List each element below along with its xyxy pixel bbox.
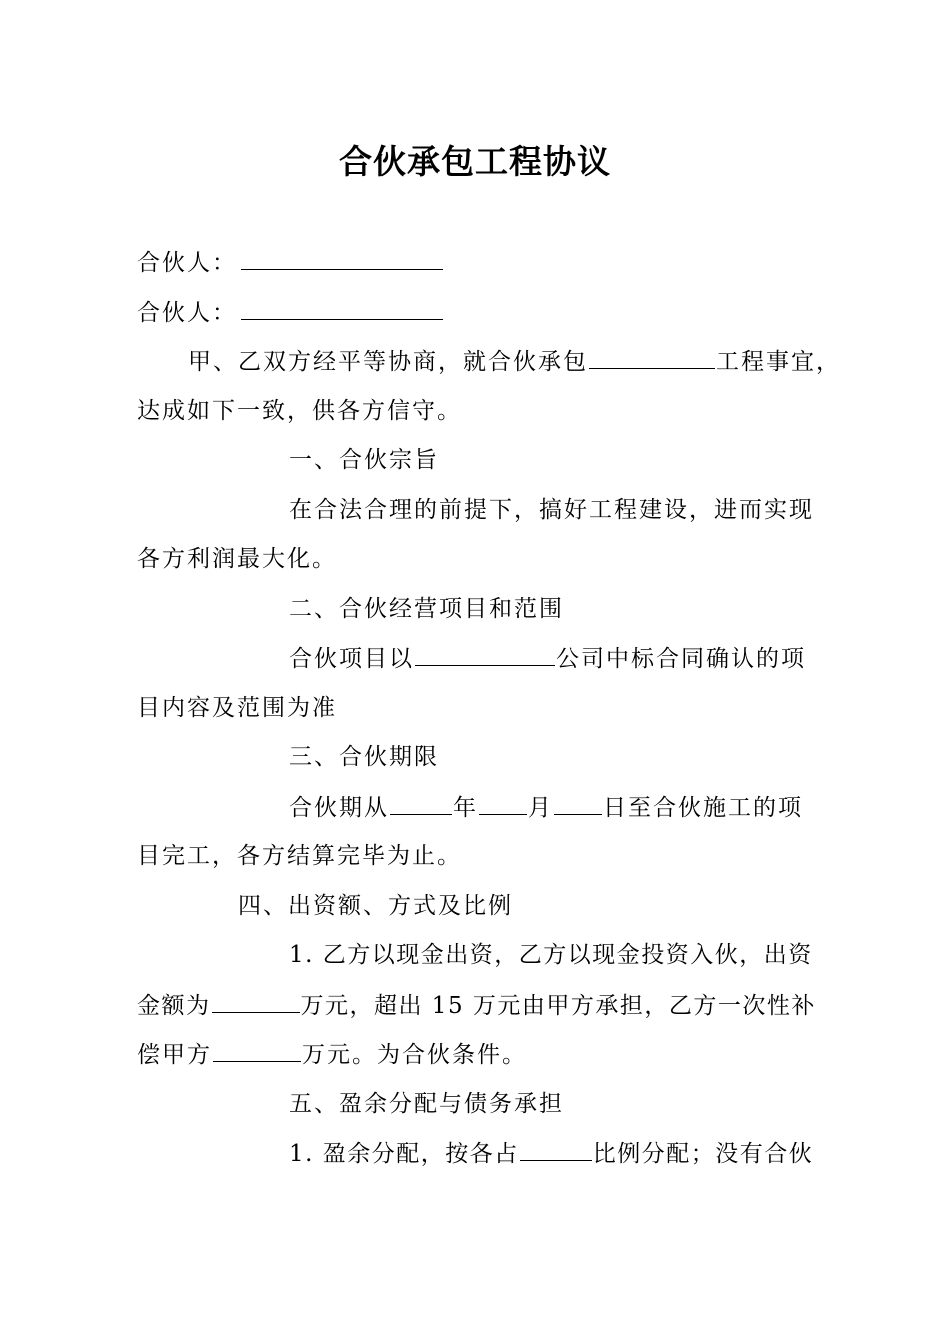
section-text-part: 万元。为合伙条件。: [302, 1042, 527, 1068]
intro-text: 甲、乙双方经平等协商，就合伙承包: [188, 349, 588, 375]
partner-name-blank: [241, 295, 443, 320]
section-text-part: 金额为: [137, 993, 211, 1019]
day-blank: [554, 790, 602, 815]
section-text: [289, 790, 803, 825]
month-blank: [479, 790, 527, 815]
section-text: 目内容及范围为准: [137, 695, 337, 721]
section-text: 在合法合理的前提下，搞好工程建设，进而实现: [289, 497, 814, 523]
intro-line-1: [188, 344, 841, 379]
section-text: 各方利润最大化。: [137, 546, 337, 572]
intro-text: 达成如下一致，供各方信守。: [137, 398, 462, 424]
section-text-part: 1. 盈余分配，按各占: [289, 1141, 519, 1167]
partner-line-1: [137, 245, 444, 280]
section-text-part: 比例分配；没有合伙: [592, 1141, 814, 1167]
section-text: [137, 1037, 527, 1072]
section-text-part: 合伙期从: [289, 795, 389, 821]
section-text: [289, 1136, 813, 1171]
partner-name-blank: [241, 245, 443, 270]
partner-label: 合伙人：: [137, 250, 237, 276]
project-name-blank: [589, 344, 715, 369]
section-heading-2: 二、合伙经营项目和范围: [289, 596, 564, 622]
section-heading-1: 一、合伙宗旨: [289, 447, 439, 473]
section-text-part: 公司中标合同确认的项: [556, 646, 806, 672]
section-heading-3: 三、合伙期限: [289, 744, 439, 770]
ratio-blank: [520, 1136, 592, 1161]
company-name-blank: [415, 641, 555, 666]
section-text-part: 合伙项目以: [289, 646, 414, 672]
year-blank: [390, 790, 452, 815]
section-text-part: 日至合伙施工的项: [603, 795, 803, 821]
section-text: [289, 641, 806, 676]
section-text-part: 万元，超出 15 万元由甲方承担，乙方一次性补: [300, 993, 816, 1019]
section-text: 1. 乙方以现金出资，乙方以现金投资入伙，出资: [289, 942, 813, 968]
section-text-part: 偿甲方: [137, 1042, 212, 1068]
partner-line-2: [137, 295, 444, 330]
intro-line-2: [137, 394, 462, 428]
partner-label: 合伙人：: [137, 300, 237, 326]
document-title: 合伙承包工程协议: [339, 142, 611, 181]
section-heading-4: 四、出资额、方式及比例: [238, 893, 513, 919]
section-text-part: 月: [528, 795, 553, 821]
section-text-part: 年: [453, 795, 478, 821]
compensation-blank: [213, 1037, 301, 1062]
section-heading-5: 五、盈余分配与债务承担: [289, 1091, 564, 1117]
amount-blank: [212, 988, 300, 1013]
section-text: 目完工，各方结算完毕为止。: [137, 843, 462, 869]
intro-text: 工程事宜，: [716, 349, 841, 375]
section-text: [137, 988, 816, 1023]
